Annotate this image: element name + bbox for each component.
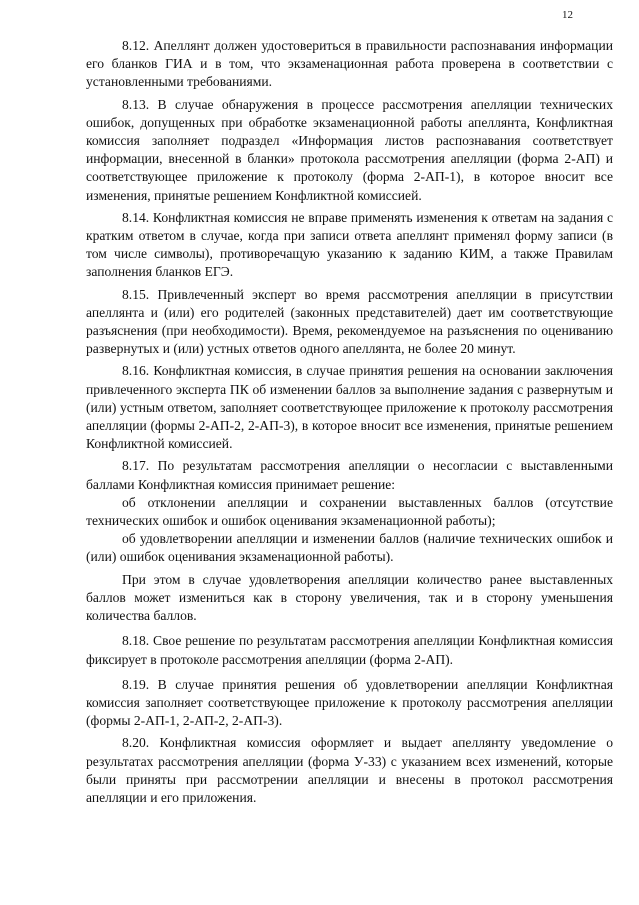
paragraph-8-16: 8.16. Конфликтная комиссия, в случае принятия решения на основании заключения привлеченного эксперта ПК об изменении баллов за выполнение задания с развернутым и (или) устным ответом, заполняет соответствующее приложение к протоколу рассмотрения апелляции (формы 2-АП-2, 2-АП-3), в которое вносит все изменения, принятые решением Конфликтной комиссией. bbox=[86, 363, 613, 452]
paragraph-8-13: 8.13. В случае обнаружения в процессе рассмотрения апелляции технических ошибок, допущенных при обработке экзаменационной работы апеллянта, Конфликтная комиссия заполняет подраздел «Информация листов распознавания соответствует информации, внесенной в бланки» протокола рассмотрения апелляции (форма 2-АП) и соответствующее приложение к протоколу (форма 2-АП-1), в которое вносит все изменения, принятые решением Конфликтной комиссией. bbox=[86, 96, 613, 203]
paragraph-8-17-note: При этом в случае удовлетворения апелляции количество ранее выставленных баллов может измениться как в сторону увеличения, так и в сторону уменьшения количества баллов. bbox=[86, 571, 613, 624]
page-number: 12 bbox=[562, 9, 573, 21]
paragraph-8-17: 8.17. По результатам рассмотрения апелляции о несогласии с выставленными баллами Конфликтная комиссия принимает решение: bbox=[86, 458, 613, 492]
paragraph-8-17-approval: об удовлетворении апелляции и изменении баллов (наличие технических ошибок и (или) ошибок оценивания экзаменационной работы). bbox=[86, 531, 613, 565]
paragraph-8-14: 8.14. Конфликтная комиссия не вправе применять изменения к ответам на задания с кратким ответом в случае, когда при записи ответа апеллянт применял форму записи (в том числе символы), противоречащую указанию к заданию КИМ, а также Правилам заполнения бланков ЕГЭ. bbox=[86, 209, 613, 280]
paragraph-8-19: 8.19. В случае принятия решения об удовлетворении апелляции Конфликтная комиссия заполняет соответствующее приложение к протоколу рассмотрения апелляции (формы 2-АП-1, 2-АП-2, 2-АП-3). bbox=[86, 676, 613, 729]
paragraph-8-20: 8.20. Конфликтная комиссия оформляет и выдает апеллянту уведомление о результатах рассмотрения апелляции (форма У-33) с указанием всех изменений, которые были приняты при рассмотрении апелляции и внесены в протокол рассмотрения апелляции и его приложения. bbox=[86, 735, 613, 805]
paragraph-8-12: 8.12. Апеллянт должен удостовериться в правильности распознавания информации его бланков ГИА и в том, что экзаменационная работа проверена в соответствии с установленными требованиями. bbox=[86, 38, 613, 90]
paragraph-8-17-rejection: об отклонении апелляции и сохранении выставленных баллов (отсутствие технических ошибок и ошибок оценивания экзаменационной работы); bbox=[86, 494, 613, 529]
paragraph-8-18: 8.18. Свое решение по результатам рассмотрения апелляции Конфликтная комиссия фиксирует в протоколе рассмотрения апелляции (форма 2-АП). bbox=[86, 633, 613, 667]
document-body bbox=[86, 37, 613, 807]
paragraph-8-15: 8.15. Привлеченный эксперт во время рассмотрения апелляции в присутствии апеллянта и (или) его родителей (законных представителей) дает им соответствующие разъяснения (при необходимости). Время, рекомендуемое на разъяснения по оцениванию развернутых и (или) устных ответов одного апеллянта, не более 20 минут. bbox=[86, 286, 613, 357]
